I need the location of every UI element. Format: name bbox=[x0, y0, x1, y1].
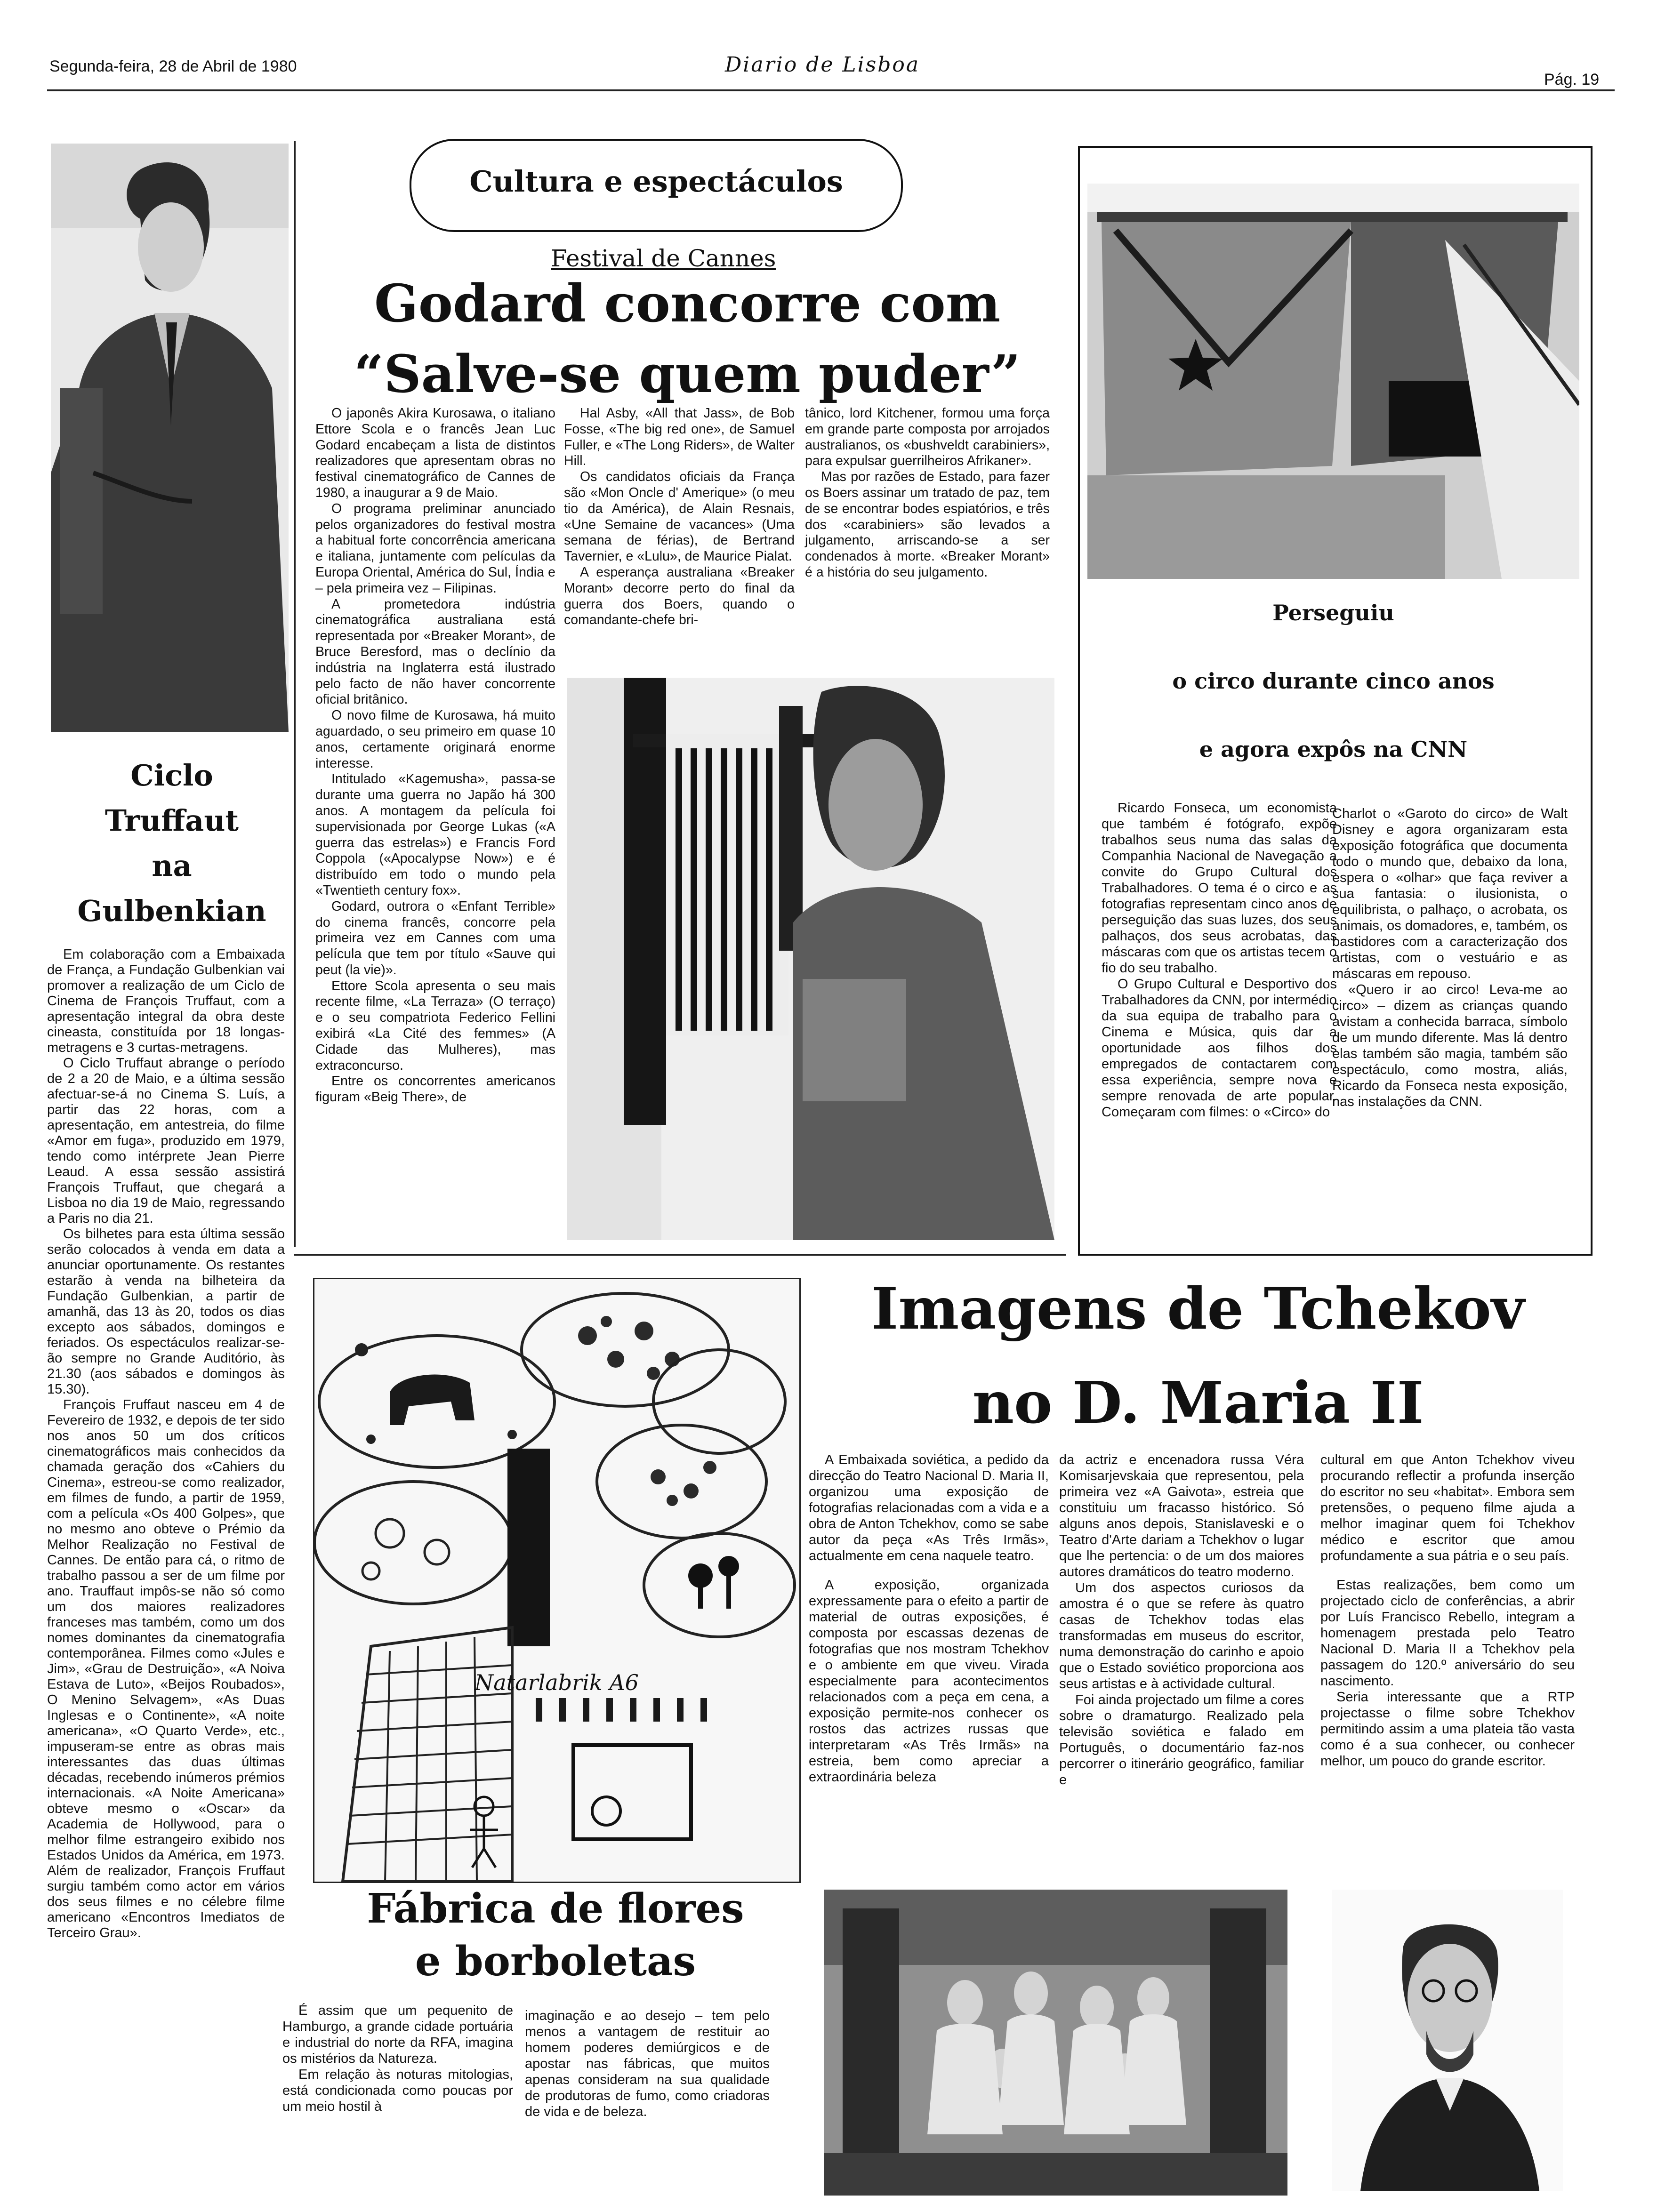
header-rule bbox=[47, 89, 1615, 91]
godard-kicker: Festival de Cannes bbox=[551, 245, 776, 272]
paragraph: François Fruffaut nasceu em 4 de Fevereiro de 1932, e depois de ter sido nos anos 50 um dos críticos cinematográficos mais conhecidos da chamada geração dos «Cahiers du Cinema», estreou-se como realizador, em filmes de fundo, a partir de 1959, com a película «Os 400 Golpes», que no mesmo ano obteve o Prémio da Melhor Realização no Festival de Cannes. De então para cá, o ritmo de trabalho passou a ser de um filme por ano. Trauffaut impôs-se não só como um dos maiores realizadores franceses mas também, como um dos nomes dominantes da cinematografia contemporânea. Filmes como «Jules e Jim», «Grau de Destruição», «A Noiva Estava de Luto», «Beijos Roubados», O Menino Selvagem», «As Duas Inglesas e o Continente», «A noite americana», «O Quarto Verde», etc., impuseram-se entre as obras mais interessantes das duas últimas décadas, recebendo inúmeros prémios internacionais. «A Noite Americana» obteve mesmo o «Oscar» da Academia de Hollywood, para o melhor filme estrangeiro exibido nos Estados Unidos da América, em 1973. Além de realizador, François Fruffaut surgiu também como actor em vários dos seus filmes e no célebre filme americano «Encontros Imediatos de Terceiro Grau». bbox=[47, 1397, 285, 1940]
paragraph: O Ciclo Truffaut abrange o período de 2 a 20 de Maio, e a última sessão afectuar-se-á no Cinema S. Luís, a partir das 22 horas, com a apresentação, em antestreia, do filme «Amor em fuga», produzido em 1979, tendo como intérprete Jean Pierre Leaud. A essa sessão assistirá François Truffaut, que chegará a Lisboa no dia 19 de Maio, regressando a Paris no dia 21. bbox=[47, 1056, 285, 1226]
page-number: Pág. 19 bbox=[1544, 71, 1600, 88]
circo-photo bbox=[1087, 184, 1579, 579]
section-banner-text: Cultura e espectáculos bbox=[469, 164, 843, 199]
paragraph: É assim que um pequenito de Hamburgo, a grande cidade portuária e industrial do norte da RFA, imagina os mistérios da Natureza. bbox=[282, 2003, 513, 2066]
paragraph: Os bilhetes para esta última sessão serão colocados à venda em data a anunciar oportunamente. Os restantes estarão à venda na bilheteira da Fundação Gulbenkian, a partir de amanhã, das 13 às 20, todos os dias excepto aos sábados, domingos e feriados. Os espectáculos realizar-se-ão sempre no Grande Auditório, às 21.30 (aos sábados e domingos às 15.30). bbox=[47, 1226, 285, 1397]
section-rule bbox=[294, 1254, 1066, 1256]
fabrica-col-1 bbox=[282, 2003, 513, 2115]
paragraph: Em colaboração com a Embaixada de França, a Fundação Gulbenkian vai promover a realização de um Ciclo de Cinema de François Truffaut, com a apresentação integral da obra deste cineasta, constituída por 18 longas-metragens e 3 curtas-metragens. bbox=[47, 947, 285, 1055]
paragraph: O Grupo Cultural e Desportivo dos Trabalhadores da CNN, por intermédio da sua equipa de trabalho para o Cinema e Música, quis dar a oportunidade aos filhos dos empregados de contactarem com essa experiência, sempre nova e sempre renovada de arte popular. Começaram com filmes: o «Circo» do bbox=[1102, 977, 1337, 1120]
paragraph: Ricardo Fonseca, um economista que também é fotógrafo, expõe trabalhos seus numa das salas da Companhia Nacional de Navegação a convite do Grupo Cultural dos Trabalhadores. O tema é o circo e as fotografias representam cinco anos de perseguição das suas luzes, dos seus palhaços, dos seus acrobatas, das máscaras com que os artistas tecem o fio do seu trabalho. bbox=[1102, 801, 1337, 976]
truffaut-photo bbox=[51, 144, 289, 732]
paragraph: Em relação às noturas mitologias, está condicionada como poucas por um meio hostil à bbox=[282, 2067, 513, 2114]
drawing-frame bbox=[313, 1278, 801, 1883]
paragraph: O japonês Akira Kurosawa, o italiano Ettore Scola e o francês Jean Luc Godard encabeçam a lista de distintos realizadores que apresentam obras no festival cinematográfico de Cannes de 1980, a inaugurar a 9 de Maio. bbox=[315, 406, 555, 500]
portrait-illustration bbox=[51, 144, 289, 732]
fabrica-headline-line: Fábrica de flores bbox=[367, 1885, 744, 1932]
masthead: Diario de Lisboa bbox=[725, 53, 920, 77]
child-drawing-illustration bbox=[314, 1279, 799, 1882]
theatre-group-illustration bbox=[824, 1890, 1287, 2196]
truffaut-title-line: Truffaut bbox=[105, 803, 239, 838]
circo-title-line: Perseguiu bbox=[1272, 600, 1394, 625]
godard-col-3 bbox=[805, 406, 1050, 581]
godard-headline-line: “Salve-se quem puder” bbox=[354, 344, 1021, 404]
paragraph: da actriz e encenadora russa Véra Komisarjevskaia que representou, pela primeira vez «A Gaivota», estreia que constituiu um fracasso histórico. Só alguns anos depois, Stanislaveski e o Teatro d'Arte dariam a Tchekhov o lugar que lhe pertencia: o de um dos maiores autores dramáticos do teatro moderno. bbox=[1059, 1452, 1304, 1579]
tchekov-col-3 bbox=[1320, 1452, 1575, 1769]
paragraph: Um dos aspectos curiosos da amostra é o que se refere às quatro casas de Tchekhov todas elas transformadas em museus do escritor, numa demonstração do carinho e apoio que o Estado soviético proporciona aos seus artistas e à actividade cultural. bbox=[1059, 1580, 1304, 1691]
tchekov-portrait bbox=[1332, 1890, 1563, 2191]
paragraph: tânico, lord Kitchener, formou uma força em grande parte composta por arrojados australianos, os «bushveldt carabiniers», para expulsar guerrilheiros Afrikaner». bbox=[805, 406, 1050, 469]
paragraph: Os candidatos oficiais da França são «Mon Oncle d' Amerique» (o meu tio da América), de Alain Resnais, «Une Semaine de vacances» (Uma semana de férias), de Bertrand Tavernier, e «Lulu», de Maurice Pialat. bbox=[564, 469, 795, 564]
truffaut-title-line: na bbox=[152, 849, 192, 883]
tchekov-headline-line: no D. Maria II bbox=[972, 1369, 1424, 1436]
circo-title-line: e agora expôs na CNN bbox=[1199, 737, 1468, 762]
paragraph: A Embaixada soviética, a pedido da direcção do Teatro Nacional D. Maria II, organizou uma exposição de fotografias relacionadas com a vida e a obra de Anton Tchekhov, como se sabe autor da peça «As Três Irmãs», actualmente em cena naquele teatro. bbox=[809, 1452, 1049, 1563]
paragraph: O novo filme de Kurosawa, há muito aguardado, o seu primeiro em quase 10 anos, certamente originará enorme interesse. bbox=[315, 708, 555, 771]
paragraph: Entre os concorrentes americanos figuram «Beig There», de bbox=[315, 1074, 555, 1105]
paragraph: Godard, outrora o «Enfant Terrible» do cinema francês, concorre pela primeira vez em Cannes com uma película que tem por título «Sauve qui peut (la vie)». bbox=[315, 898, 555, 978]
paragraph: Charlot o «Garoto do circo» de Walt Disney e agora organizaram esta exposição fotográfica que documenta todo o mundo que, debaixo da lona, espera o «olhar» que faça reviver a sua fantasia: o ilusionista, o equilibrista, o palhaço, o acrobata, os animais, os domadores, e, também, os bastidores com a caracterização dos artistas, com o vestuário e as máscaras em repouso. bbox=[1332, 806, 1568, 981]
fabrica-col-2 bbox=[525, 2008, 770, 2120]
truffaut-title-line: Ciclo bbox=[130, 758, 213, 793]
paragraph: Hal Asby, «All that Jass», de Bob Fosse, «The big red one», de Samuel Fuller, e «The Long Riders», de Walter Hill. bbox=[564, 406, 795, 469]
tchekov-headline bbox=[810, 1261, 1586, 1450]
circo-col-1 bbox=[1102, 800, 1337, 1120]
paragraph: Ettore Scola apresenta o seu mais recente filme, «La Terraza» (O terraço) e o seu compatriota Federico Fellini exibirá «La Cité des femmes» (A Cidade das Mulheres), mas extraconcurso. bbox=[315, 978, 555, 1073]
godard-photo bbox=[567, 678, 1054, 1240]
tchekov-col-1 bbox=[809, 1452, 1049, 1785]
circus-tent-illustration bbox=[1087, 184, 1579, 579]
godard-headline-line: Godard concorre com bbox=[374, 273, 1001, 334]
fabrica-headline-line: e borboletas bbox=[415, 1938, 696, 1985]
godard-col-2 bbox=[564, 406, 795, 628]
paragraph: Intitulado «Kagemusha», passa-se durante uma guerra no Japão há 300 anos. A montagem da película foi supervisionada por George Lukas («A guerra das estrelas») e Francis Ford Coppola («Apocalypse Now») e é distribuído em todo o mundo pela «Twentieth century fox». bbox=[315, 771, 555, 898]
paragraph: O programa preliminar anunciado pelos organizadores do festival mostra a habitual forte concorrência americana e italiana, juntamente com películas da Europa Oriental, América do Sul, Índia e – pela primeira vez – Filipinas. bbox=[315, 501, 555, 596]
column-rule bbox=[294, 141, 296, 1247]
section-banner bbox=[410, 139, 903, 232]
circo-title-line: o circo durante cinco anos bbox=[1172, 668, 1495, 694]
piano-scene-illustration bbox=[567, 678, 1054, 1240]
paragraph: A prometedora indústria cinematográfica australiana está representada por «Breaker Morant», de Bruce Beresford, mas o declínio da indústria na Inglaterra está ilustrado pelo facto de não haver concorrente oficial britânico. bbox=[315, 596, 555, 707]
paragraph: Estas realizações, bem como um projectado ciclo de conferências, a abrir por Luís Francisco Rebello, integram a homenagem prestada pelo Teatro Nacional D. Maria II a Tchekhov pela passagem do 120.º aniversário do seu nascimento. bbox=[1320, 1578, 1575, 1689]
truffaut-title-line: Gulbenkian bbox=[77, 894, 266, 928]
theatre-photo bbox=[824, 1890, 1287, 2196]
drawing-caption: Natarlabrik A6 bbox=[475, 1670, 639, 1695]
fabrica-headline bbox=[292, 1883, 819, 1988]
tchekov-col-2 bbox=[1059, 1452, 1304, 1788]
truffaut-body bbox=[47, 947, 285, 1941]
paragraph: A esperança australiana «Breaker Morant» decorre perto do final da guerra dos Boers, quando o comandante-chefe bri- bbox=[564, 564, 795, 628]
paragraph: Seria interessante que a RTP projectasse o filme sobre Tchekhov permitindo assim a uma plateia tão vasta como é a sua conhecer, ou conhecer melhor, um pouco do grande escritor. bbox=[1320, 1690, 1575, 1769]
godard-headline bbox=[320, 268, 1054, 409]
portrait-illustration bbox=[1332, 1890, 1563, 2191]
circo-col-2 bbox=[1332, 806, 1568, 1110]
paragraph: cultural em que Anton Tchekhov viveu procurando reflectir a profunda inserção do escritor no seu «habitat». Embora sem pretensões, o pequeno filme ajuda a melhor imaginar quem foi Tchekhov médico e escritor que amou profundamente a sua pátria e o seu país. bbox=[1320, 1452, 1575, 1563]
paragraph: Foi ainda projectado um filme a cores sobre o dramaturgo. Realizado pela televisão soviética e falado em Português, o documentário faz-nos percorrer o itinerário geográfico, familiar e bbox=[1059, 1692, 1304, 1787]
truffaut-title bbox=[47, 753, 297, 934]
header-date: Segunda-feira, 28 de Abril de 1980 bbox=[49, 57, 297, 75]
paragraph: «Quero ir ao circo! Leva-me ao circo» – dizem as crianças quando avistam a conhecida barraca, símbolo de um mundo diferente. Mas lá dentro elas também são magia, também são espectáculo, como mostra, aliás, Ricardo da Fonseca nesta exposição, nas instalações da CNN. bbox=[1332, 982, 1568, 1109]
paragraph: A exposição, organizada expressamente para o efeito a partir de material de outras exposições, é composta por escassas dezenas de fotografias que nos mostram Tchekhov e o ambiente em que viveu. Virada especialmente para acontecimentos relacionados com a peça em cena, a exposição permite-nos conhecer os rostos das actrizes russas que interpretaram «As Três Irmãs» na estreia, bem como apreciar a extraordinária beleza bbox=[809, 1578, 1049, 1785]
paragraph: Mas por razões de Estado, para fazer os Boers assinar um tratado de paz, tem de se encontrar bodes espiatórios, e três dos «carabiniers» são levados a julgamento, arriscando-se a ser condenados à morte. «Breaker Morant» é a história do seu julgamento. bbox=[805, 469, 1050, 580]
godard-col-1 bbox=[315, 406, 555, 1106]
paragraph: imaginação e ao desejo – tem pelo menos a vantagem de restituir ao homem poderes demiúrgicos e de apostar nas fábricas, que muitos apenas consideram na sua qualidade de produtoras de fumo, como criadoras de vida e de beleza. bbox=[525, 2008, 770, 2119]
tchekov-headline-line: Imagens de Tchekov bbox=[871, 1274, 1525, 1342]
